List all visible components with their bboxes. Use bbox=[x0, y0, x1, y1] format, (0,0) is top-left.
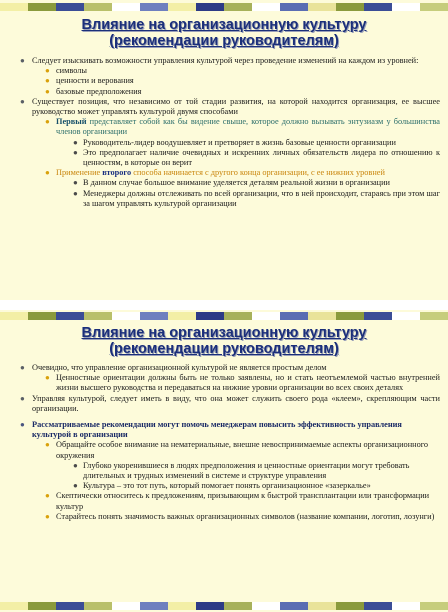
stripe-segment bbox=[392, 3, 420, 11]
recommendation-item bbox=[10, 440, 440, 460]
bullet-icon: ● bbox=[20, 363, 25, 372]
stripe-segment bbox=[56, 602, 84, 610]
slide-1-title bbox=[0, 17, 448, 49]
bullet-text: Следует изыскивать возможности управления культурой через проведение изменений на каждом из уровней: bbox=[32, 56, 419, 65]
stripe-segment bbox=[0, 602, 28, 610]
recommendation-item bbox=[10, 512, 440, 522]
stripe-segment bbox=[308, 312, 336, 320]
stripe-segment bbox=[224, 312, 252, 320]
bullet-icon: ● bbox=[20, 56, 25, 65]
sub-text: Это предполагает наличие очевидных и искренних личных обязательств лидера по отношению к ценностям, в которые он верит bbox=[83, 147, 440, 168]
level-item bbox=[10, 76, 440, 86]
second-way-sub bbox=[10, 189, 440, 209]
stripe-segment bbox=[84, 3, 112, 11]
stripe-segment bbox=[252, 312, 280, 320]
bullet-glue bbox=[10, 394, 440, 414]
stripe-segment bbox=[392, 312, 420, 320]
recommendation-sub bbox=[10, 461, 440, 481]
stripe-segment bbox=[168, 312, 196, 320]
values-item bbox=[10, 373, 440, 393]
stripe-segment bbox=[0, 3, 28, 11]
second-way-pre: Применение bbox=[56, 168, 103, 178]
bullet-icon: ● bbox=[20, 420, 25, 430]
stripe-segment bbox=[112, 602, 140, 610]
bullet-icon: ● bbox=[73, 147, 78, 157]
stripe-segment bbox=[336, 3, 364, 11]
stripe-segment bbox=[224, 602, 252, 610]
stripe-segment bbox=[168, 3, 196, 11]
stripe-segment bbox=[364, 3, 392, 11]
stripe-segment bbox=[392, 602, 420, 610]
stripe-segment bbox=[364, 312, 392, 320]
title-line-2: (рекомендации руководителям) bbox=[109, 33, 339, 49]
bullet-text: Очевидно, что управление организационной культурой не является простым делом bbox=[32, 363, 327, 372]
second-word: второго bbox=[102, 168, 132, 178]
bullet-icon: ● bbox=[73, 460, 78, 470]
bullet-icon: ● bbox=[73, 137, 78, 147]
slide-2-body bbox=[10, 363, 440, 522]
bullet-icon: ● bbox=[73, 178, 78, 188]
bullet-two-ways bbox=[10, 97, 440, 117]
bullet-icon: ● bbox=[45, 117, 50, 127]
bullet-icon: ● bbox=[45, 511, 50, 521]
recommendation-text: Старайтесь понять значимость важных организационных символов (название компании, логотип, лозунги) bbox=[56, 511, 435, 521]
recommendation-sub bbox=[10, 481, 440, 491]
stripe-segment bbox=[140, 602, 168, 610]
stripe-segment bbox=[84, 312, 112, 320]
bullet-icon: ● bbox=[45, 76, 50, 86]
bullet-icon: ● bbox=[45, 440, 50, 450]
stripe-segment bbox=[56, 3, 84, 11]
stripe-segment bbox=[420, 3, 448, 11]
decorative-stripe-bottom bbox=[0, 602, 448, 610]
stripe-segment bbox=[252, 3, 280, 11]
slide-1 bbox=[0, 0, 448, 300]
stripe-segment bbox=[336, 602, 364, 610]
first-word: Первый bbox=[56, 117, 87, 127]
stripe-segment bbox=[420, 602, 448, 610]
first-way-text: представляет собой как бы видение свыше, которое должно вызывать энтузиазм у большинства членов организации bbox=[56, 117, 440, 137]
title-line-2: (рекомендации руководителям) bbox=[109, 341, 339, 357]
bullet-icon: ● bbox=[45, 86, 50, 96]
stripe-segment bbox=[280, 602, 308, 610]
stripe-segment bbox=[308, 3, 336, 11]
slide-1-body bbox=[10, 56, 440, 209]
bullet-icon: ● bbox=[73, 188, 78, 198]
stripe-segment bbox=[196, 602, 224, 610]
second-way-item bbox=[10, 168, 440, 178]
recommendations-heading-text: Рассматриваемые рекомендации могут помочь менеджерам повысить эффективность управления культурой в организации bbox=[32, 420, 402, 440]
stripe-segment bbox=[56, 312, 84, 320]
bullet-icon: ● bbox=[73, 481, 78, 491]
bullet-icon: ● bbox=[20, 96, 25, 106]
second-way-post: способа начинается с другого конца организации, с ее нижних уровней bbox=[131, 168, 385, 178]
stripe-segment bbox=[280, 312, 308, 320]
sub-text: Руководитель-лидер воодушевляет и претворяет в жизнь базовые ценности организации bbox=[83, 137, 396, 147]
stripe-segment bbox=[336, 312, 364, 320]
stripe-segment bbox=[308, 602, 336, 610]
bullet-levels bbox=[10, 56, 440, 66]
decorative-stripe-top bbox=[0, 312, 448, 320]
stripe-segment bbox=[196, 3, 224, 11]
sub-text: В данном случае большое внимание уделяется деталям реальной жизни в организации bbox=[83, 178, 390, 188]
bullet-icon: ● bbox=[20, 393, 25, 403]
stripe-segment bbox=[252, 602, 280, 610]
first-way-sub bbox=[10, 148, 440, 168]
stripe-segment bbox=[420, 312, 448, 320]
bullet-icon: ● bbox=[45, 373, 50, 383]
stripe-segment bbox=[112, 312, 140, 320]
recommendations-heading bbox=[10, 420, 440, 440]
level-text: символы bbox=[56, 66, 87, 76]
stripe-segment bbox=[112, 3, 140, 11]
stripe-segment bbox=[168, 602, 196, 610]
level-text: ценности и верования bbox=[56, 76, 134, 86]
level-item bbox=[10, 66, 440, 76]
recommendation-text: Скептически относитесь к предложениям, призывающим к быстрой трансплантации или трансформации культур bbox=[56, 491, 430, 511]
recommendation-text: Обращайте особое внимание на нематериальные, внешне невоспринимаемые аспекты организационного окружения bbox=[56, 440, 429, 460]
bullet-text: Управляя культурой, следует иметь в виду, что она может служить своего рода «клеем», скрепляющим части организации. bbox=[32, 393, 440, 413]
level-text: базовые предположения bbox=[56, 86, 142, 96]
stripe-segment bbox=[140, 3, 168, 11]
sub-text: Культура – это тот путь, который помогает понять организационное «зазеркалье» bbox=[83, 481, 371, 491]
values-text: Ценностные ориентации должны быть не только заявлены, но и стать неотъемлемой частью внутренней жизни высшего руководства и передаваться на нижние уровни организации во всех своих деталях bbox=[56, 373, 440, 393]
bullet-icon: ● bbox=[45, 491, 50, 501]
bullet-not-simple bbox=[10, 363, 440, 373]
stripe-segment bbox=[0, 312, 28, 320]
level-item bbox=[10, 87, 440, 97]
sub-text: Глубоко укоренившиеся в людях предположения и ценностные ориентации могут требовать длительных и трудных изменений в системе и структуре управления bbox=[83, 460, 410, 481]
decorative-stripe-top bbox=[0, 3, 448, 11]
first-way-item bbox=[10, 117, 440, 137]
bullet-icon: ● bbox=[45, 66, 50, 76]
second-way-sub bbox=[10, 178, 440, 188]
bullet-icon: ● bbox=[45, 168, 50, 178]
stripe-segment bbox=[280, 3, 308, 11]
slide-2-title bbox=[0, 325, 448, 357]
stripe-segment bbox=[84, 602, 112, 610]
slide-2 bbox=[0, 310, 448, 612]
stripe-segment bbox=[28, 602, 56, 610]
stripe-segment bbox=[28, 3, 56, 11]
title-line-1: Влияние на организационную культуру bbox=[81, 325, 367, 341]
stripe-segment bbox=[224, 3, 252, 11]
stripe-segment bbox=[28, 312, 56, 320]
sub-text: Менеджеры должны отслеживать по всей организации, что в ней происходит, стараясь при этом шаг за шагом управлять культурой организации bbox=[83, 188, 440, 208]
stripe-segment bbox=[140, 312, 168, 320]
recommendation-item bbox=[10, 491, 440, 511]
stripe-segment bbox=[364, 602, 392, 610]
bullet-text: Существует позиция, что независимо от той стадии развития, на которой находится организация, ее высшее руководство может управлять культурой двумя способами bbox=[32, 96, 440, 117]
first-way-sub bbox=[10, 138, 440, 148]
title-line-1: Влияние на организационную культуру bbox=[81, 17, 367, 33]
stripe-segment bbox=[196, 312, 224, 320]
